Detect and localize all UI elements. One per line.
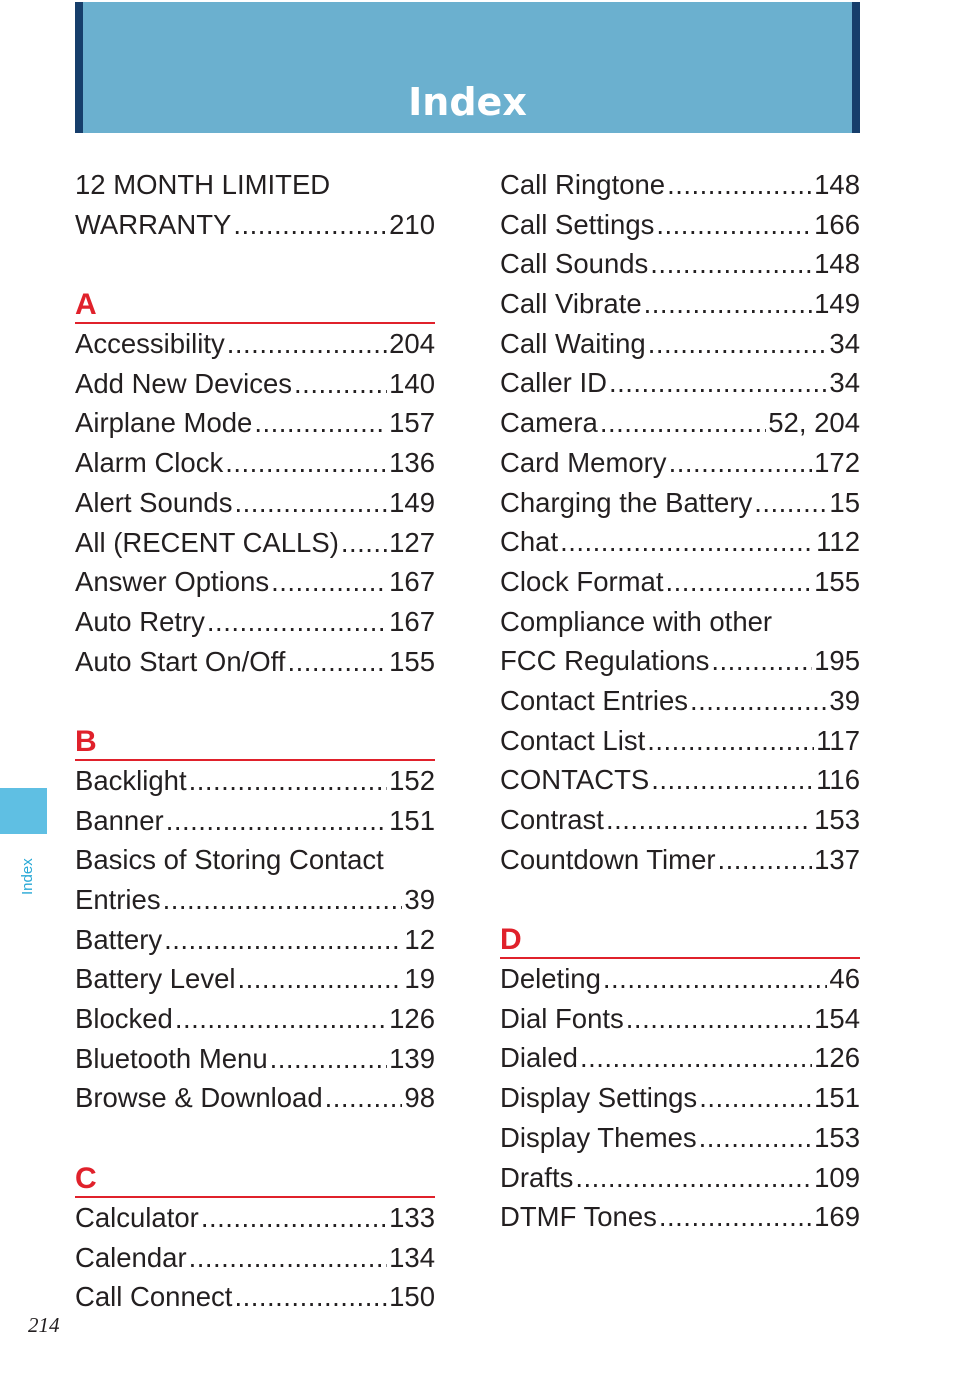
entry-page: 195 <box>814 645 860 677</box>
entry-page: 152 <box>389 764 435 796</box>
entry-label: DTMF Tones <box>500 1201 657 1233</box>
index-entry <box>500 1197 860 1237</box>
entry-page: 116 <box>816 764 860 796</box>
index-entry-line: 12 MONTH LIMITED <box>75 169 331 200</box>
entry-label: Add New Devices <box>75 367 293 399</box>
index-entry-line: Basics of Storing Contact <box>75 844 384 876</box>
entry-page: 52, 204 <box>768 407 860 439</box>
entry-label: Backlight <box>75 764 187 796</box>
entry-label: Browse & Download <box>75 1082 323 1114</box>
index-entry <box>500 1038 860 1078</box>
index-entry <box>500 363 860 403</box>
index-entry <box>500 443 860 483</box>
entry-label: Calendar <box>75 1241 187 1273</box>
index-entry <box>75 959 435 999</box>
index-entry <box>500 205 860 245</box>
leader-dots <box>659 1197 812 1237</box>
leader-dots <box>560 522 814 562</box>
index-entry <box>75 920 435 960</box>
leader-dots <box>667 165 812 205</box>
index-entry <box>75 1238 435 1278</box>
index-entry <box>500 483 860 523</box>
entry-label: Charging the Battery <box>500 486 753 518</box>
index-entry <box>75 562 435 602</box>
entry-page: 137 <box>814 843 860 875</box>
entry-label: CONTACTS <box>500 764 650 796</box>
leader-dots <box>648 324 828 364</box>
section-c-continued-list <box>500 165 860 602</box>
entry-label: Call Connect <box>75 1281 233 1313</box>
entry-page: 148 <box>814 248 860 280</box>
entry-label: Dial Fonts <box>500 1002 624 1034</box>
leader-dots <box>603 959 828 999</box>
section-d-list <box>500 959 860 1237</box>
leader-dots <box>166 801 387 841</box>
leader-dots <box>341 523 387 563</box>
index-entry <box>75 483 435 523</box>
entry-label: Entries <box>75 884 161 915</box>
leader-dots <box>270 1039 387 1079</box>
left-column <box>75 165 435 1317</box>
entry-page: 136 <box>389 447 435 479</box>
leader-dots <box>189 1238 388 1278</box>
index-entry <box>75 523 435 563</box>
leader-dots <box>626 999 812 1039</box>
entry-page: 172 <box>814 446 860 478</box>
leader-dots <box>600 403 766 443</box>
entry-label: Alarm Clock <box>75 447 224 479</box>
index-entry <box>75 1039 435 1079</box>
index-entry <box>500 840 860 880</box>
entry-page: 34 <box>829 367 860 399</box>
index-entry <box>75 801 435 841</box>
entry-label: Card Memory <box>500 446 667 478</box>
entry-page: 157 <box>389 407 435 439</box>
entry-page: 39 <box>829 684 860 716</box>
section-letter: B <box>75 724 97 758</box>
leader-dots <box>651 760 814 800</box>
entry-label: Blocked <box>75 1003 173 1035</box>
entry-page: 12 <box>404 923 435 955</box>
leader-dots <box>609 363 827 403</box>
index-entry <box>500 641 860 681</box>
entry-page: 151 <box>389 804 435 836</box>
entry-label: Call Vibrate <box>500 288 642 320</box>
entry-page: 148 <box>814 169 860 200</box>
entry-label: Drafts <box>500 1161 574 1193</box>
leader-dots <box>718 840 813 880</box>
leader-dots <box>201 1198 387 1238</box>
leader-dots <box>699 1118 812 1158</box>
index-entry <box>500 959 860 999</box>
entry-label: Clock Format <box>500 565 664 597</box>
entry-label: Caller ID <box>500 367 607 399</box>
entry-page: 34 <box>829 327 860 359</box>
leader-dots <box>233 205 387 245</box>
entry-label: Deleting <box>500 963 601 995</box>
leader-dots <box>650 244 812 284</box>
leader-dots <box>254 403 387 443</box>
index-entry <box>75 403 435 443</box>
entry-label: Dialed <box>500 1042 578 1074</box>
header-banner <box>75 2 860 133</box>
entry-label: Auto Start On/Off <box>75 645 286 677</box>
index-entry <box>75 999 435 1039</box>
leader-dots <box>287 642 387 682</box>
leader-dots <box>175 999 387 1039</box>
entry-page: 109 <box>814 1161 860 1193</box>
entry-page: 15 <box>829 486 860 518</box>
entry-label: Call Sounds <box>500 248 649 280</box>
index-entry <box>500 760 860 800</box>
entry-page: 155 <box>389 645 435 677</box>
leader-dots <box>225 443 387 483</box>
index-entry <box>75 642 435 682</box>
leader-dots <box>163 880 403 920</box>
leader-dots <box>690 681 827 721</box>
leader-dots <box>189 761 388 801</box>
index-entry <box>500 800 860 840</box>
index-entry <box>500 681 860 721</box>
entry-label: WARRANTY <box>75 208 232 240</box>
entry-page: 167 <box>389 605 435 637</box>
leader-dots <box>666 562 813 602</box>
entry-label: Contact Entries <box>500 684 689 716</box>
index-entry <box>500 999 860 1039</box>
index-entry <box>75 1078 435 1118</box>
leader-dots <box>294 364 387 404</box>
entry-label: Chat <box>500 526 559 558</box>
entry-page: 155 <box>814 565 860 597</box>
index-entry <box>500 1118 860 1158</box>
index-entry <box>75 1277 435 1317</box>
entry-page: 46 <box>829 963 860 995</box>
entry-page: 112 <box>816 526 860 558</box>
entry-page: 210 <box>389 208 435 240</box>
entry-label: Calculator <box>75 1201 199 1233</box>
side-tab <box>0 788 47 834</box>
entry-page: 19 <box>404 963 435 995</box>
entry-label: Contact List <box>500 724 646 756</box>
leader-dots <box>647 721 814 761</box>
index-entry <box>500 1078 860 1118</box>
index-entry <box>500 562 860 602</box>
entry-page: 140 <box>389 367 435 399</box>
entry-page: 126 <box>814 1042 860 1074</box>
section-letter: A <box>75 288 97 322</box>
leader-dots <box>754 483 827 523</box>
entry-label: Auto Retry <box>75 605 205 637</box>
section-b-list-2 <box>75 920 435 1118</box>
leader-dots <box>164 920 402 960</box>
leader-dots <box>606 800 812 840</box>
side-tab-label: Index <box>19 858 36 895</box>
section-header-d <box>500 919 860 959</box>
section-c-continued-list-2 <box>500 681 860 879</box>
index-entry-line: Compliance with other <box>500 605 773 637</box>
entry-page: 127 <box>389 526 435 558</box>
entry-page: 149 <box>814 288 860 320</box>
page-title: Index <box>408 80 527 124</box>
entry-page: 39 <box>404 884 435 915</box>
index-entry <box>75 761 435 801</box>
section-header-c <box>75 1158 435 1198</box>
entry-label: Banner <box>75 804 164 836</box>
section-letter: C <box>75 1161 97 1195</box>
entry-page: 153 <box>814 804 860 835</box>
leader-dots <box>234 1277 387 1317</box>
index-entry <box>75 205 435 245</box>
leader-dots <box>227 324 387 364</box>
leader-dots <box>644 284 812 324</box>
index-entry <box>500 522 860 562</box>
index-entry <box>75 364 435 404</box>
page-number: 214 <box>28 1313 60 1337</box>
entry-label: Call Waiting <box>500 327 646 359</box>
entry-label: Countdown Timer <box>500 843 716 875</box>
entry-label: Alert Sounds <box>75 486 233 518</box>
entry-page: 149 <box>389 486 435 518</box>
entry-page: 154 <box>814 1002 860 1034</box>
section-a-list <box>75 324 435 681</box>
leader-dots <box>669 443 813 483</box>
entry-page: 169 <box>814 1201 860 1233</box>
entry-label: Contrast <box>500 804 604 835</box>
leader-dots <box>711 641 812 681</box>
entry-page: 167 <box>389 566 435 598</box>
entry-page: 204 <box>389 328 435 360</box>
section-header-b <box>75 721 435 761</box>
leader-dots <box>656 205 812 245</box>
leader-dots <box>699 1078 812 1118</box>
index-entry <box>75 602 435 642</box>
entry-label: Display Settings <box>500 1082 698 1114</box>
leader-dots <box>580 1038 812 1078</box>
entry-page: 151 <box>814 1082 860 1114</box>
entry-label: Camera <box>500 407 598 439</box>
entry-page: 134 <box>389 1241 435 1273</box>
leader-dots <box>575 1158 812 1198</box>
entry-label: FCC Regulations <box>500 645 710 677</box>
entry-page: 117 <box>816 724 860 756</box>
entry-page: 150 <box>389 1281 435 1313</box>
leader-dots <box>207 602 387 642</box>
leader-dots <box>325 1078 403 1118</box>
section-c-list <box>75 1198 435 1317</box>
index-entry <box>75 443 435 483</box>
entry-label: Display Themes <box>500 1121 697 1153</box>
index-entry <box>75 880 435 920</box>
entry-label: Airplane Mode <box>75 407 253 439</box>
entry-label: Call Settings <box>500 208 655 240</box>
entry-label: Battery <box>75 923 163 955</box>
leader-dots <box>234 483 387 523</box>
index-entry <box>500 324 860 364</box>
entry-label: Accessibility <box>75 328 225 360</box>
right-column <box>500 165 860 1237</box>
index-entry <box>500 165 860 205</box>
leader-dots <box>271 562 387 602</box>
entry-page: 126 <box>389 1003 435 1035</box>
entry-label: Bluetooth Menu <box>75 1042 268 1074</box>
index-entry <box>500 1158 860 1198</box>
entry-page: 133 <box>389 1201 435 1233</box>
index-entry <box>75 1198 435 1238</box>
entry-page: 153 <box>814 1121 860 1153</box>
entry-label: Battery Level <box>75 963 236 995</box>
index-entry <box>500 403 860 443</box>
section-letter: D <box>500 923 522 957</box>
entry-label: Answer Options <box>75 566 270 598</box>
entry-page: 139 <box>389 1042 435 1074</box>
leader-dots <box>238 959 403 999</box>
index-entry <box>500 244 860 284</box>
index-entry <box>500 721 860 761</box>
index-entry <box>75 324 435 364</box>
entry-page: 166 <box>814 208 860 240</box>
section-b-list <box>75 761 435 840</box>
index-entry <box>500 284 860 324</box>
entry-label: Call Ringtone <box>500 169 666 200</box>
entry-label: All (RECENT CALLS) <box>75 526 339 558</box>
entry-page: 98 <box>404 1082 435 1114</box>
section-header-a <box>75 284 435 324</box>
